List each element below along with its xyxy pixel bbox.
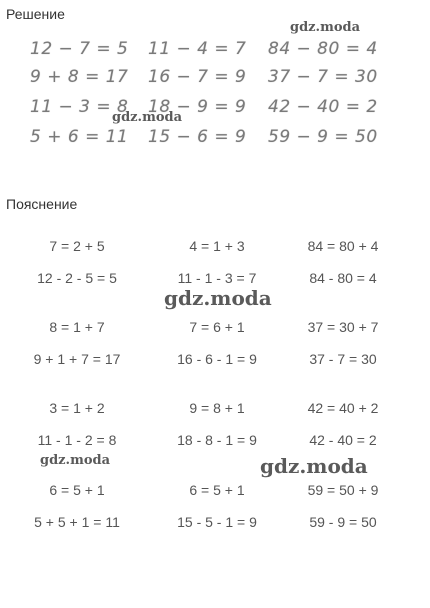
decomposition: 59 = 50 + 9 xyxy=(307,482,379,498)
watermark: gdz.moda xyxy=(164,286,272,310)
handwritten-equation: 12 − 7 = 5 xyxy=(30,39,129,59)
computation: 5 + 5 + 1 = 11 xyxy=(34,514,120,530)
handwritten-equation: 37 − 7 = 30 xyxy=(268,67,378,87)
computation: 16 - 6 - 1 = 9 xyxy=(177,351,257,367)
handwritten-equation: 16 − 7 = 9 xyxy=(148,67,247,87)
explanation-heading: Пояснение xyxy=(6,196,78,212)
computation: 9 + 1 + 7 = 17 xyxy=(33,351,121,367)
decomposition: 84 = 80 + 4 xyxy=(307,238,379,254)
decomposition: 3 = 1 + 2 xyxy=(49,400,105,416)
watermark: gdz.moda xyxy=(112,110,183,125)
decomposition: 6 = 5 + 1 xyxy=(49,482,105,498)
decomposition: 4 = 1 + 3 xyxy=(189,238,245,254)
decomposition: 7 = 2 + 5 xyxy=(49,238,105,254)
watermark: gdz.moda xyxy=(260,454,368,478)
computation: 37 - 7 = 30 xyxy=(309,351,377,367)
handwritten-equation: 9 + 8 = 17 xyxy=(30,67,129,87)
handwritten-equation: 5 + 6 = 11 xyxy=(30,127,129,147)
computation: 59 - 9 = 50 xyxy=(309,514,377,530)
watermark: gdz.moda xyxy=(290,20,361,35)
handwritten-equation: 42 − 40 = 2 xyxy=(268,97,378,117)
computation: 12 - 2 - 5 = 5 xyxy=(37,270,117,286)
solution-heading: Решение xyxy=(6,6,65,22)
handwritten-equation: 84 − 80 = 4 xyxy=(268,39,378,59)
handwritten-equation: 11 − 4 = 7 xyxy=(148,39,247,59)
computation: 15 - 5 - 1 = 9 xyxy=(177,514,257,530)
computation: 11 - 1 - 2 = 8 xyxy=(37,432,117,448)
decomposition: 42 = 40 + 2 xyxy=(307,400,379,416)
handwritten-equation: 11 − 3 = 8 xyxy=(30,97,129,117)
decomposition: 37 = 30 + 7 xyxy=(307,319,379,335)
decomposition: 9 = 8 + 1 xyxy=(189,400,245,416)
decomposition: 8 = 1 + 7 xyxy=(49,319,105,335)
handwritten-equation: 15 − 6 = 9 xyxy=(148,127,247,147)
watermark: gdz.moda xyxy=(40,453,111,468)
decomposition: 7 = 6 + 1 xyxy=(189,319,245,335)
computation: 18 - 8 - 1 = 9 xyxy=(177,432,257,448)
computation: 11 - 1 - 3 = 7 xyxy=(177,270,257,286)
decomposition: 6 = 5 + 1 xyxy=(189,482,245,498)
computation: 42 - 40 = 2 xyxy=(309,432,377,448)
handwritten-equation: 59 − 9 = 50 xyxy=(268,127,378,147)
computation: 84 - 80 = 4 xyxy=(309,270,377,286)
handwritten-equation: 18 − 9 = 9 xyxy=(148,97,247,117)
